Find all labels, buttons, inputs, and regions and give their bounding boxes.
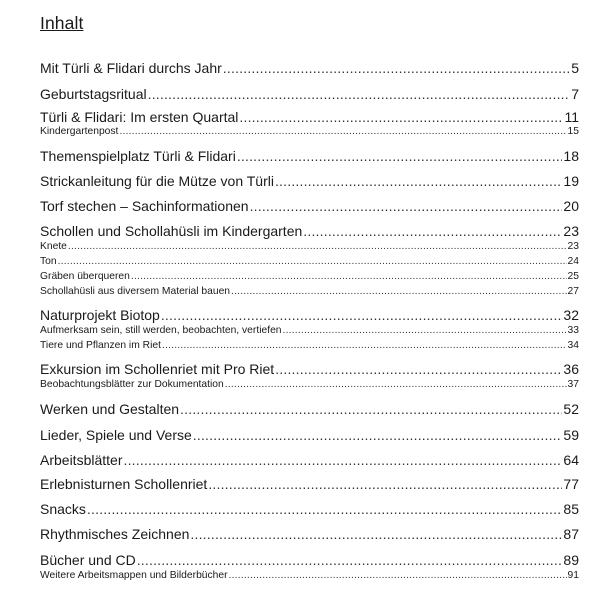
entry-title: Snacks: [40, 501, 86, 517]
toc-subentry[interactable]: [40, 255, 579, 268]
toc-entry[interactable]: [40, 172, 579, 190]
entry-page: 33: [567, 325, 579, 336]
entry-title: Mit Türli & Flidari durchs Jahr: [40, 60, 222, 76]
toc-entry[interactable]: [40, 197, 579, 215]
dot-leader: [239, 108, 563, 126]
dot-leader: [229, 569, 567, 582]
toc-entry[interactable]: [40, 222, 579, 240]
dot-leader: [87, 500, 563, 518]
dot-leader: [231, 285, 567, 298]
toc-subentry[interactable]: [40, 569, 579, 582]
toc-entry[interactable]: [40, 108, 579, 126]
entry-page: 27: [567, 286, 579, 297]
dot-leader: [148, 85, 571, 103]
entry-title: Strickanleitung für die Mütze von Türli: [40, 173, 274, 189]
entry-title: Gräben überqueren: [40, 271, 130, 282]
toc-subentry[interactable]: [40, 339, 579, 352]
dot-leader: [223, 59, 570, 77]
entry-title: Naturprojekt Biotop: [40, 307, 160, 323]
dot-leader: [123, 451, 562, 469]
dot-leader: [58, 255, 567, 268]
entry-page: 5: [571, 60, 579, 76]
entry-title: Bücher und CD: [40, 552, 136, 568]
toc-entry[interactable]: [40, 360, 579, 378]
entry-page: 25: [567, 271, 579, 282]
entry-title: Ton: [40, 256, 57, 267]
dot-leader: [237, 147, 563, 165]
entry-page: 34: [567, 340, 579, 351]
entry-page: 87: [563, 526, 579, 542]
dot-leader: [137, 551, 563, 569]
entry-page: 24: [567, 256, 579, 267]
entry-page: 36: [563, 361, 579, 377]
dot-leader: [208, 475, 562, 493]
entry-page: 15: [567, 126, 579, 137]
toc-subentry[interactable]: [40, 324, 579, 337]
toc-entry[interactable]: [40, 525, 579, 543]
toc-entry[interactable]: [40, 59, 579, 77]
dot-leader: [250, 197, 563, 215]
entry-page: 85: [563, 501, 579, 517]
toc-entry[interactable]: [40, 451, 579, 469]
toc-subentry[interactable]: [40, 240, 579, 253]
toc-entry[interactable]: [40, 475, 579, 493]
dot-leader: [180, 400, 562, 418]
toc-entry[interactable]: [40, 426, 579, 444]
entry-title: Lieder, Spiele und Verse: [40, 427, 192, 443]
dot-leader: [275, 360, 562, 378]
entry-page: 89: [563, 552, 579, 568]
entry-page: 37: [567, 379, 579, 390]
dot-leader: [193, 426, 563, 444]
entry-page: 18: [563, 148, 579, 164]
dot-leader: [131, 270, 567, 283]
entry-page: 23: [563, 223, 579, 239]
dot-leader: [190, 525, 562, 543]
entry-title: Geburtstagsritual: [40, 86, 147, 102]
entry-page: 7: [571, 86, 579, 102]
entry-title: Knete: [40, 241, 67, 252]
dot-leader: [162, 339, 567, 352]
dot-leader: [161, 306, 563, 324]
entry-title: Schollen und Schollahüsli im Kindergarten: [40, 223, 303, 239]
toc-entry[interactable]: [40, 551, 579, 569]
toc-entry[interactable]: [40, 306, 579, 324]
entry-title: Schollahüsli aus diversem Material bauen: [40, 286, 231, 297]
toc-entry[interactable]: [40, 147, 579, 165]
entry-title: Weitere Arbeitsmappen und Bilderbücher: [40, 570, 228, 581]
dot-leader: [119, 125, 566, 138]
entry-title: Beobachtungsblätter zur Dokumentation: [40, 379, 224, 390]
entry-title: Türli & Flidari: Im ersten Quartal: [40, 109, 239, 125]
entry-page: 64: [563, 452, 579, 468]
entry-title: Kindergartenpost: [40, 126, 119, 137]
dot-leader: [68, 240, 567, 253]
toc-entry[interactable]: [40, 500, 579, 518]
entry-title: Erlebnisturnen Schollenriet: [40, 476, 208, 492]
entry-title: Rhythmisches Zeichnen: [40, 526, 190, 542]
toc-entry[interactable]: [40, 85, 579, 103]
dot-leader: [283, 324, 567, 337]
entry-page: 59: [563, 427, 579, 443]
dot-leader: [275, 172, 562, 190]
toc-subentry[interactable]: [40, 285, 579, 298]
entry-title: Themenspielplatz Türli & Flidari: [40, 148, 236, 164]
toc-entry[interactable]: [40, 400, 579, 418]
toc-subentry[interactable]: [40, 125, 579, 138]
entry-title: Torf stechen – Sachinformationen: [40, 198, 249, 214]
entry-page: 23: [567, 241, 579, 252]
entry-page: 77: [563, 476, 579, 492]
entry-title: Exkursion im Schollenriet mit Pro Riet: [40, 361, 275, 377]
entry-page: 11: [564, 109, 579, 125]
entry-page: 91: [567, 570, 579, 581]
entry-page: 32: [563, 307, 579, 323]
entry-title: Aufmerksam sein, still werden, beobachten, vertiefen: [40, 325, 282, 336]
entry-page: 19: [563, 173, 579, 189]
toc-subentry[interactable]: [40, 378, 579, 391]
entry-title: Werken und Gestalten: [40, 401, 180, 417]
toc-heading: Inhalt: [40, 13, 84, 33]
entry-title: Arbeitsblätter: [40, 452, 123, 468]
entry-page: 52: [563, 401, 579, 417]
toc-subentry[interactable]: [40, 270, 579, 283]
dot-leader: [225, 378, 567, 391]
entry-title: Tiere und Pflanzen im Riet: [40, 340, 161, 351]
dot-leader: [303, 222, 562, 240]
entry-page: 20: [563, 198, 579, 214]
